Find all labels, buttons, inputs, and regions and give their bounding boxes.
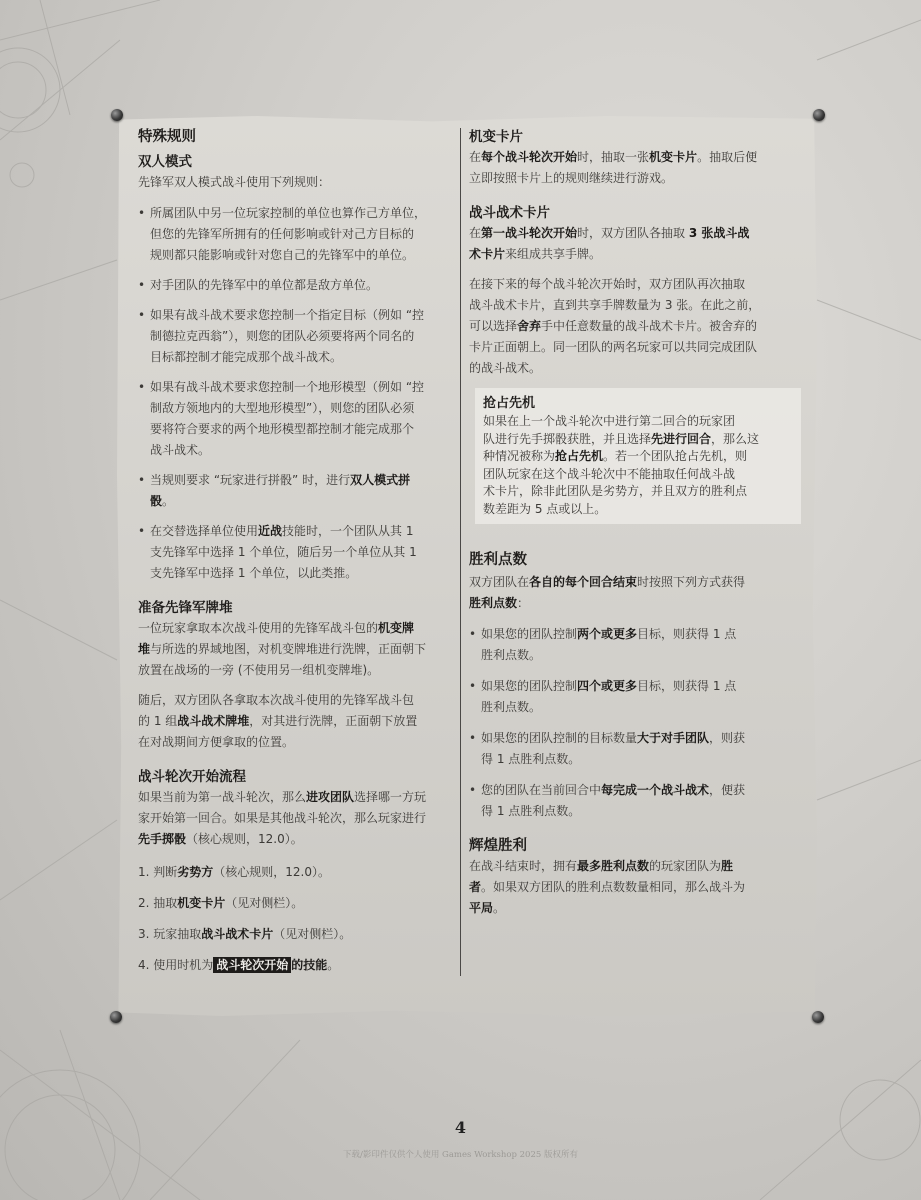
- glorious-victory-paragraph: 在战斗结束时，拥有最多胜利点数的玩家团队为胜 者。如果双方团队的胜利点数数量相同，那么战斗为 平局。: [469, 859, 746, 915]
- list-item: 2. 抽取机变卡片（见对侧栏）。: [138, 896, 304, 910]
- right-column: [469, 127, 789, 379]
- list-item: • 如果您的团队控制的目标数量大于对手团队，则获 得 1 点胜利点数。: [469, 728, 789, 770]
- copyright-footer: 下载/影印件仅供个人使用 Games Workshop 2025 版权所有: [342, 1150, 578, 1160]
- column-divider: [460, 128, 461, 976]
- list-item: 4. 使用时机为 战斗轮次开始 的技能。: [138, 958, 340, 972]
- round-start-steps: [138, 862, 454, 976]
- round-start-paragraph: 如果当前为第一战斗轮次，那么进攻团队选择哪一方玩 家开始第一回合。如果是其他战斗轮次，那么玩家进行 先手掷骰（核心规则，12.0）。: [138, 790, 427, 846]
- special-rules-heading: 特殊规则: [138, 129, 196, 145]
- two-player-intro: 先锋军双人模式战斗使用下列规则：: [138, 175, 331, 189]
- seize-initiative-paragraph: 如果在上一个战斗轮次中进行第二回合的玩家团 队进行先手掷骰获胜，并且选择先进行回合，那么这 种情况被称为抢占先机。若一个团队抢占先机，则 团队玩家在这个战斗轮次中不能抽取任何战斗战 术卡片，除非此团队是劣势方，并且双方的胜利点 数差距为 5 点或以上。: [483, 414, 760, 516]
- list-item: • 所属团队中另一位玩家控制的单位也算作己方单位， 但您的先锋军所拥有的任何影响或针对己方目标的 规则都只能影响或针对您自己的先锋军中的单位。: [138, 203, 454, 266]
- list-item: • 如果有战斗战术要求您控制一个地形模型（例如 “控 制敌方领地内的大型地形模型”），则您的团队必须 要将符合要求的两个地形模型都控制才能完成那个 战斗战术。: [138, 377, 454, 461]
- glorious-victory-heading: 辉煌胜利: [469, 838, 527, 854]
- list-item: • 您的团队在当前回合中每完成一个战斗战术，便获 得 1 点胜利点数。: [469, 780, 789, 822]
- pin-icon: [813, 109, 825, 121]
- victory-points-list: [469, 624, 789, 822]
- list-item: 1. 判断劣势方（核心规则，12.0）。: [138, 865, 331, 879]
- prepare-deck-paragraph: 随后，双方团队各拿取本次战斗使用的先锋军战斗包 的 1 组战斗战术牌堆，对其进行洗牌，正面朝下放置 在对战期间方便拿取的位置。: [138, 693, 418, 749]
- timing-keyword-badge: 战斗轮次开始: [213, 957, 291, 973]
- two-player-heading: 双人模式: [138, 154, 192, 170]
- left-column: [138, 127, 454, 976]
- two-player-rules-list: [138, 203, 454, 584]
- victory-points-paragraph: 双方团队在各自的每个回合结束时按照下列方式获得 胜利点数：: [469, 575, 746, 610]
- pin-icon: [812, 1011, 824, 1023]
- battle-tactic-paragraph: 在接下来的每个战斗轮次开始时，双方团队再次抽取 战斗战术卡片，直到共享手牌数量为 3 张。在此之前， 可以选择舍弃手中任意数量的战斗战术卡片。被舍弃的 卡片正面朝上。同一团队的两名玩家可以共同完成团队 的战斗战术。: [469, 277, 761, 375]
- round-start-heading: 战斗轮次开始流程: [138, 769, 246, 785]
- list-item: 3. 玩家抽取战斗战术卡片（见对侧栏）。: [138, 927, 352, 941]
- victory-points-heading: 胜利点数: [469, 552, 527, 568]
- pin-icon: [111, 109, 123, 121]
- page-number: 4: [454, 1118, 467, 1137]
- list-item: • 当规则要求 “玩家进行拼骰” 时，进行双人模式拼 骰。: [138, 470, 454, 512]
- list-item: • 如果您的团队控制两个或更多目标，则获得 1 点 胜利点数。: [469, 624, 789, 666]
- list-item: • 如果有战斗战术要求您控制一个指定目标（例如 “控 制德拉克西翁”），则您的团队必须要将两个同名的 目标都控制才能完成那个战斗战术。: [138, 305, 454, 368]
- list-item: • 如果您的团队控制四个或更多目标，则获得 1 点 胜利点数。: [469, 676, 789, 718]
- pin-icon: [110, 1011, 122, 1023]
- battle-tactic-paragraph: 在第一战斗轮次开始时，双方团队各抽取 3 张战斗战 术卡片来组成共享手牌。: [469, 226, 750, 261]
- battle-tactic-heading: 战斗战术卡片: [469, 205, 550, 221]
- list-item: • 对手团队的先锋军中的单位都是敌方单位。: [138, 275, 454, 296]
- seize-initiative-box: [475, 388, 801, 524]
- prepare-deck-paragraph: 一位玩家拿取本次战斗使用的先锋军战斗包的机变牌 堆与所选的界域地图，对机变牌堆进行洗牌，正面朝下 放置在战场的一旁 (不使用另一组机变牌堆)。: [138, 621, 427, 677]
- victory-points-section: [469, 550, 789, 919]
- twist-card-heading: 机变卡片: [469, 129, 523, 145]
- prepare-deck-heading: 准备先锋军牌堆: [138, 600, 233, 616]
- list-item: • 在交替选择单位使用近战技能时，一个团队从其 1 支先锋军中选择 1 个单位，随后另一个单位从其 1 支先锋军中选择 1 个单位，以此类推。: [138, 521, 454, 584]
- twist-card-paragraph: 在每个战斗轮次开始时，抽取一张机变卡片。抽取后便 立即按照卡片上的规则继续进行游戏。: [469, 150, 758, 185]
- seize-initiative-heading: 抢占先机: [483, 396, 536, 411]
